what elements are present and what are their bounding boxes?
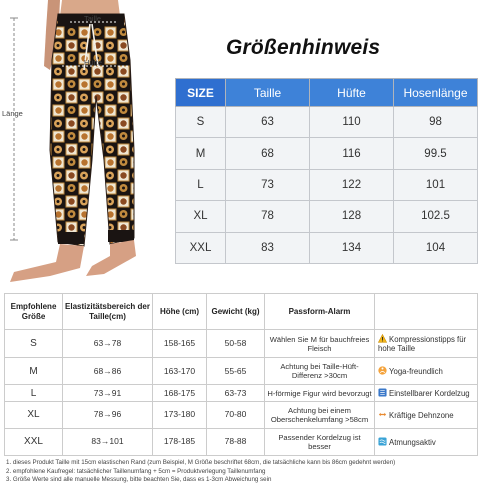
weight-header: Gewicht (kg) — [207, 294, 265, 330]
length-cell: 98 — [394, 107, 478, 138]
product-photo — [0, 0, 172, 290]
size-header: SIZE — [176, 79, 226, 107]
waist-cell: 78 — [226, 201, 310, 232]
note-text: Einstellbarer Kordelzug — [389, 389, 470, 399]
table-row — [176, 138, 478, 169]
note-cell — [375, 385, 478, 402]
footnote: 1. dieses Produkt Taille mit 15cm elastischen Rand (zum Beispiel, M Größe beschriftet 68cm, die tatsächliche kann bis 86cm gedehnt werden) — [6, 459, 396, 466]
size-cell: S — [176, 107, 226, 138]
table-row — [5, 385, 478, 402]
weight-cell: 70-80 — [207, 401, 265, 428]
height-cell: 173-180 — [153, 401, 207, 428]
elastic-cell: 68→86 — [63, 358, 153, 385]
elastic-range-header: Elastizitätsbereich der Taille(cm) — [63, 294, 153, 330]
hip-cell: 134 — [310, 232, 394, 263]
length-cell: 104 — [394, 232, 478, 263]
waist-cell: 73 — [226, 169, 310, 200]
fit-cell: Achtung bei einem Oberschenkelumfang >58cm — [265, 401, 375, 428]
table-row — [176, 232, 478, 263]
stretch-icon — [378, 410, 387, 419]
size-cell: S — [5, 330, 63, 358]
weight-cell: 55-65 — [207, 358, 265, 385]
size-cell: XL — [5, 401, 63, 428]
yoga-icon — [378, 366, 387, 375]
table-row — [176, 201, 478, 232]
waist-label: Taille — [84, 14, 102, 23]
fit-cell: H-förmige Figur wird bevorzugt — [265, 385, 375, 402]
height-cell: 158-165 — [153, 330, 207, 358]
size-table-header — [176, 79, 478, 107]
size-cell: M — [176, 138, 226, 169]
fit-cell: Achtung bei Taille-Hüft-Differenz >30cm — [265, 358, 375, 385]
note-text: Atmungsaktiv — [389, 437, 436, 447]
elastic-cell: 78→96 — [63, 401, 153, 428]
size-cell: M — [5, 358, 63, 385]
note-cell — [375, 330, 478, 358]
fit-alarm-header: Passform-Alarm — [265, 294, 375, 330]
table-row — [5, 428, 478, 455]
length-cell: 99.5 — [394, 138, 478, 169]
adjust-icon — [378, 388, 387, 397]
size-table — [175, 78, 478, 264]
weight-cell: 78-88 — [207, 428, 265, 455]
length-cell: 101 — [394, 169, 478, 200]
note-cell — [375, 401, 478, 428]
waist-cell: 63 — [226, 107, 310, 138]
elastic-cell: 63→78 — [63, 330, 153, 358]
rec-table-header — [5, 294, 478, 330]
waist-cell: 83 — [226, 232, 310, 263]
size-cell: L — [176, 169, 226, 200]
table-row — [176, 169, 478, 200]
hip-cell: 110 — [310, 107, 394, 138]
elastic-cell: 73→91 — [63, 385, 153, 402]
note-text: Kompressionstipps für hohe Taille — [378, 335, 467, 354]
size-cell: XL — [176, 201, 226, 232]
footnote: 3. Größe Werte sind alle manuelle Messung, bitte beachten Sie, dass es 1-3cm Abweichung sein — [6, 476, 272, 484]
length-cell: 102.5 — [394, 201, 478, 232]
length-label: Länge — [2, 109, 23, 118]
table-row — [5, 401, 478, 428]
model-illustration — [0, 0, 172, 290]
hip-cell: 116 — [310, 138, 394, 169]
table-row — [5, 358, 478, 385]
page-title: Größenhinweis — [226, 36, 381, 59]
size-cell: L — [5, 385, 63, 402]
warning-icon — [378, 334, 387, 343]
breathable-icon — [378, 437, 387, 446]
table-row — [176, 107, 478, 138]
fit-cell: Passender Kordelzug ist besser — [265, 428, 375, 455]
recommendation-table — [4, 293, 478, 456]
size-cell: XXL — [5, 428, 63, 455]
elastic-cell: 83→101 — [63, 428, 153, 455]
length-header: Hosenlänge — [394, 79, 478, 107]
waist-cell: 68 — [226, 138, 310, 169]
weight-cell: 50-58 — [207, 330, 265, 358]
note-text: Kräftige Dehnzone — [389, 410, 454, 420]
footnotes — [6, 459, 481, 485]
weight-cell: 63-73 — [207, 385, 265, 402]
height-header: Höhe (cm) — [153, 294, 207, 330]
table-row — [5, 330, 478, 358]
height-cell: 178-185 — [153, 428, 207, 455]
recommended-size-header: Empfohlene Größe — [5, 294, 63, 330]
note-cell — [375, 358, 478, 385]
fit-cell: Wählen Sie M für bauchfreies Fleisch — [265, 330, 375, 358]
height-cell: 163-170 — [153, 358, 207, 385]
hip-header: Hüfte — [310, 79, 394, 107]
note-cell — [375, 428, 478, 455]
height-cell: 168-175 — [153, 385, 207, 402]
notes-header — [375, 294, 478, 330]
waist-header: Taille — [226, 79, 310, 107]
hip-cell: 128 — [310, 201, 394, 232]
hip-label: Hüfte — [84, 58, 102, 67]
note-text: Yoga-freundlich — [389, 367, 443, 377]
hip-cell: 122 — [310, 169, 394, 200]
footnote: 2. empfohlene Kaufregel: tatsächlicher Taillenumfang + 5cm = Produktverlegung Taillenumfang — [6, 467, 266, 475]
size-cell: XXL — [176, 232, 226, 263]
